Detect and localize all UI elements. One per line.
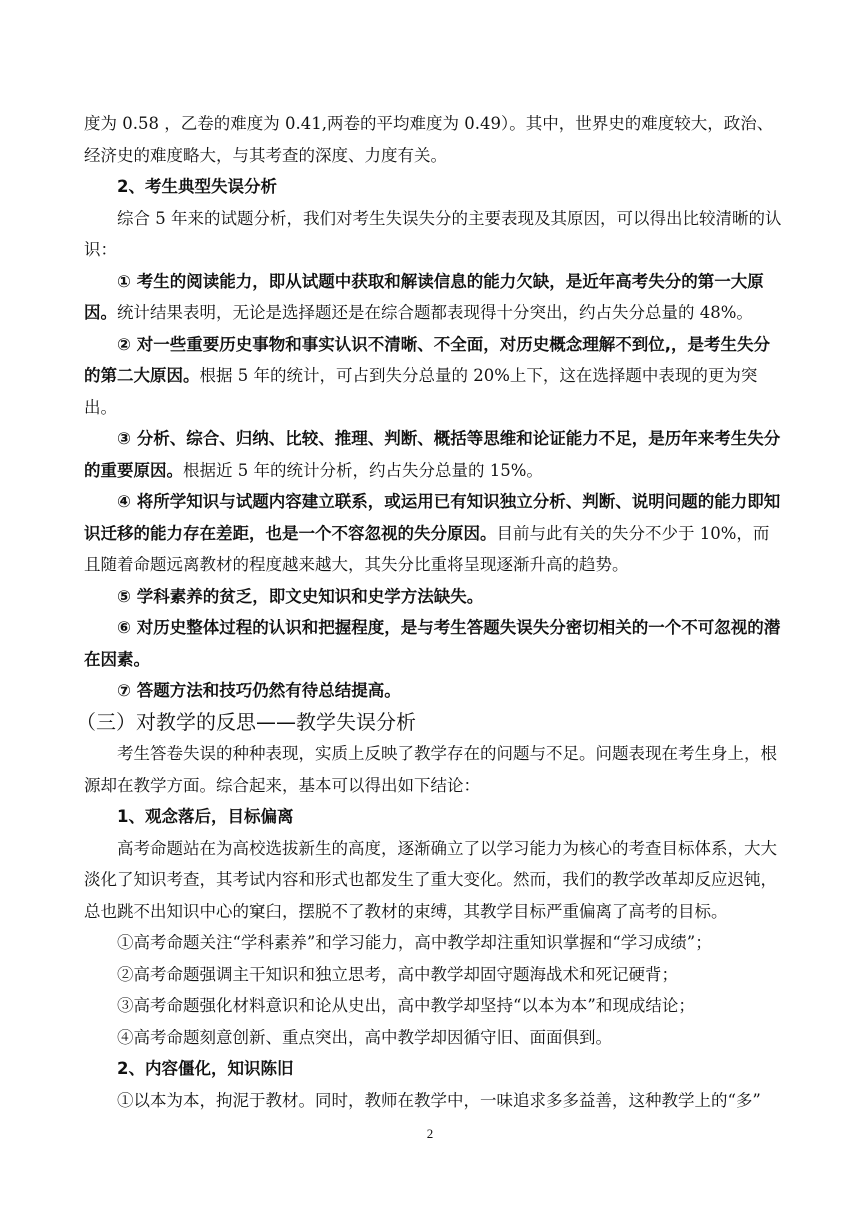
body-paragraph: ①高考命题关注“学科素养”和学习能力，高中教学却注重知识掌握和“学习成绩”； — [117, 933, 712, 952]
numbered-finding — [84, 486, 784, 581]
subsection-heading: 2、考生典型失误分析 — [117, 177, 277, 196]
page-number: 2 — [426, 1126, 434, 1141]
body-paragraph: ①以本为本，拘泥于教材。同时，教师在教学中，一味追求多多益善，这种教学上的“多” — [117, 1090, 761, 1110]
finding-key-statement: ③ 分析、综合、归纳、比较、推理、判断、概括等思维和论证能力不足，是历年来考生失分的重要原因。 — [84, 429, 781, 480]
page-content — [76, 108, 784, 1116]
finding-detail: 根据近 5 年的统计分析，约占失分总量的 15%。 — [183, 460, 543, 480]
body-paragraph: 度为 0.58 ，乙卷的难度为 0.41,两卷的平均难度为 0.49）。其中，世界史的难度较大，政治、经济史的难度略大，与其考查的深度、力度有关。 — [84, 114, 774, 165]
section-heading: （三）对教学的反思——教学失误分析 — [76, 709, 416, 734]
body-paragraph: ③高考命题强化材料意识和论从史出，高中教学却坚持“以本为本”和现成结论； — [117, 996, 695, 1015]
finding-key-statement: ⑥ 对历史整体过程的认识和把握程度，是与考生答题失误失分密切相关的一个不可忽视的潜在因素。 — [84, 618, 781, 669]
body-paragraph: 综合 5 年来的试题分析，我们对考生失误失分的主要表现及其原因，可以得出比较清晰的认识： — [84, 208, 782, 259]
body-paragraph: 高考命题站在为高校选拔新生的高度，逐渐确立了以学习能力为核心的考查目标体系，大大淡化了知识考查，其考试内容和形式也都发生了重大变化。然而，我们的教学改革却反应迟钝，总也跳不出知识中心的窠臼，摆脱不了教材的束缚，其教学目标严重偏离了高考的目标。 — [84, 838, 777, 921]
finding-detail: 统计结果表明，无论是选择题还是在综合题都表现得十分突出，约占失分总量的 48%。 — [117, 303, 753, 322]
subsection-heading: 2、内容僵化，知识陈旧 — [117, 1059, 294, 1078]
finding-key-statement: ⑤ 学科素养的贫乏，即文史知识和史学方法缺失。 — [117, 586, 484, 606]
body-paragraph: ④高考命题刻意创新、重点突出，高中教学却因循守旧、面面俱到。 — [117, 1027, 612, 1047]
numbered-finding — [84, 266, 784, 329]
numbered-finding — [84, 581, 784, 613]
body-paragraph: ②高考命题强调主干知识和独立思考，高中教学却固守题海战术和死记硬背； — [117, 964, 678, 984]
subsection-heading: 1、观念落后，目标偏离 — [117, 807, 294, 826]
numbered-finding — [84, 329, 784, 424]
finding-key-statement: ② 对一些重要历史事物和事实认识不清晰、不全面，对历史概念理解不到位,，是考生失分的第二大原因。 — [84, 334, 770, 385]
finding-detail: 根据 5 年的统计，可占到失分总量的 20%上下，这在选择题中表现的更为突出。 — [84, 366, 758, 417]
numbered-finding — [84, 612, 784, 675]
numbered-finding — [84, 423, 784, 486]
finding-key-statement: ① 考生的阅读能力，即从试题中获取和解读信息的能力欠缺，是近年高考失分的第一大原因。 — [84, 271, 764, 322]
finding-detail: 目前与此有关的失分不少于 10%，而且随着命题远离教材的程度越来越大，其失分比重将呈现逐渐升高的趋势。 — [84, 523, 770, 574]
finding-key-statement: ⑦ 答题方法和技巧仍然有待总结提高。 — [117, 681, 401, 700]
finding-key-statement: ④ 将所学知识与试题内容建立联系，或运用已有知识独立分析、判断、说明问题的能力即知识迁移的能力存在差距，也是一个不容忽视的失分原因。 — [84, 492, 781, 543]
body-paragraph: 考生答卷失误的种种表现，实质上反映了教学存在的问题与不足。问题表现在考生身上，根源却在教学方面。综合起来，基本可以得出如下结论： — [84, 744, 777, 795]
numbered-finding — [84, 675, 784, 707]
